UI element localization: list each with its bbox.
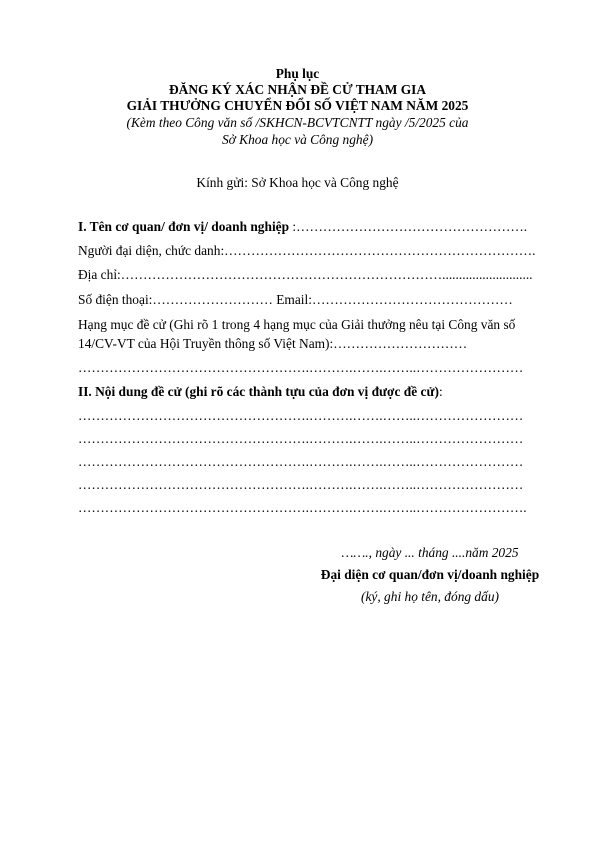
content-blank-line: …………………………………………….……….…….……..…………………… (78, 431, 524, 446)
signature-title: Đại diện cơ quan/đơn vị/doanh nghiệp (320, 567, 540, 582)
category-blank-line: …………………………………………….……….…….……..…………………… (78, 360, 524, 375)
greeting: Kính gửi: Sở Khoa học và Công nghệ (196, 175, 399, 190)
signature-note: (ký, ghi họ tên, đóng dấu) (361, 589, 499, 604)
reference-note-line-2: Sở Khoa học và Công nghệ) (221, 132, 374, 147)
content-blank-line: …………………………………………….……….…….……..…………………… (78, 408, 524, 423)
title-line-2: GIẢI THƯỞNG CHUYỂN ĐỔI SỐ VIỆT NAM NĂM 2025 (126, 98, 469, 113)
signature-date: ……., ngày ... tháng ....năm 2025 (341, 545, 519, 560)
category-field-line-1: Hạng mục đề cử (Ghi rõ 1 trong 4 hạng mục của Giải thưởng nêu tại Công văn số (78, 317, 516, 332)
address-field: Địa chỉ:………………………………………………………………........................... (78, 267, 533, 282)
section-2-heading-row (78, 384, 443, 399)
title-line-1: ĐĂNG KÝ XÁC NHẬN ĐỀ CỬ THAM GIA (168, 82, 427, 97)
content-blank-line: …………………………………………….……….…….……..……………………. (78, 500, 527, 515)
content-blank-line: …………………………………………….……….…….……..…………………… (78, 477, 524, 492)
content-blank-line: …………………………………………….……….…….……..…………………… (78, 454, 524, 469)
category-field-line-2: 14/CV-VT của Hội Truyền thông số Việt Nam):………………………… (78, 336, 468, 351)
reference-note-line-1: (Kèm theo Công văn số /SKHCN-BCVTCNTT ngày /5/2025 của (126, 115, 469, 130)
phone-email-field: Số điện thoại:……………………… Email:……………………………………… (78, 292, 513, 307)
section-2-heading-suffix: : (438, 384, 443, 399)
section-1-heading-row (78, 219, 527, 234)
section-1-heading-dots: :……………………………………………. (289, 219, 528, 234)
section-2-heading: II. Nội dung đề cử (ghi rõ các thành tựu của đơn vị được đề cử) (78, 384, 439, 399)
representative-field: Người đại diện, chức danh:……………………………………………………………. (78, 243, 536, 258)
appendix-label: Phụ lục (275, 66, 320, 81)
section-1-heading: I. Tên cơ quan/ đơn vị/ doanh nghiệp (78, 219, 290, 234)
